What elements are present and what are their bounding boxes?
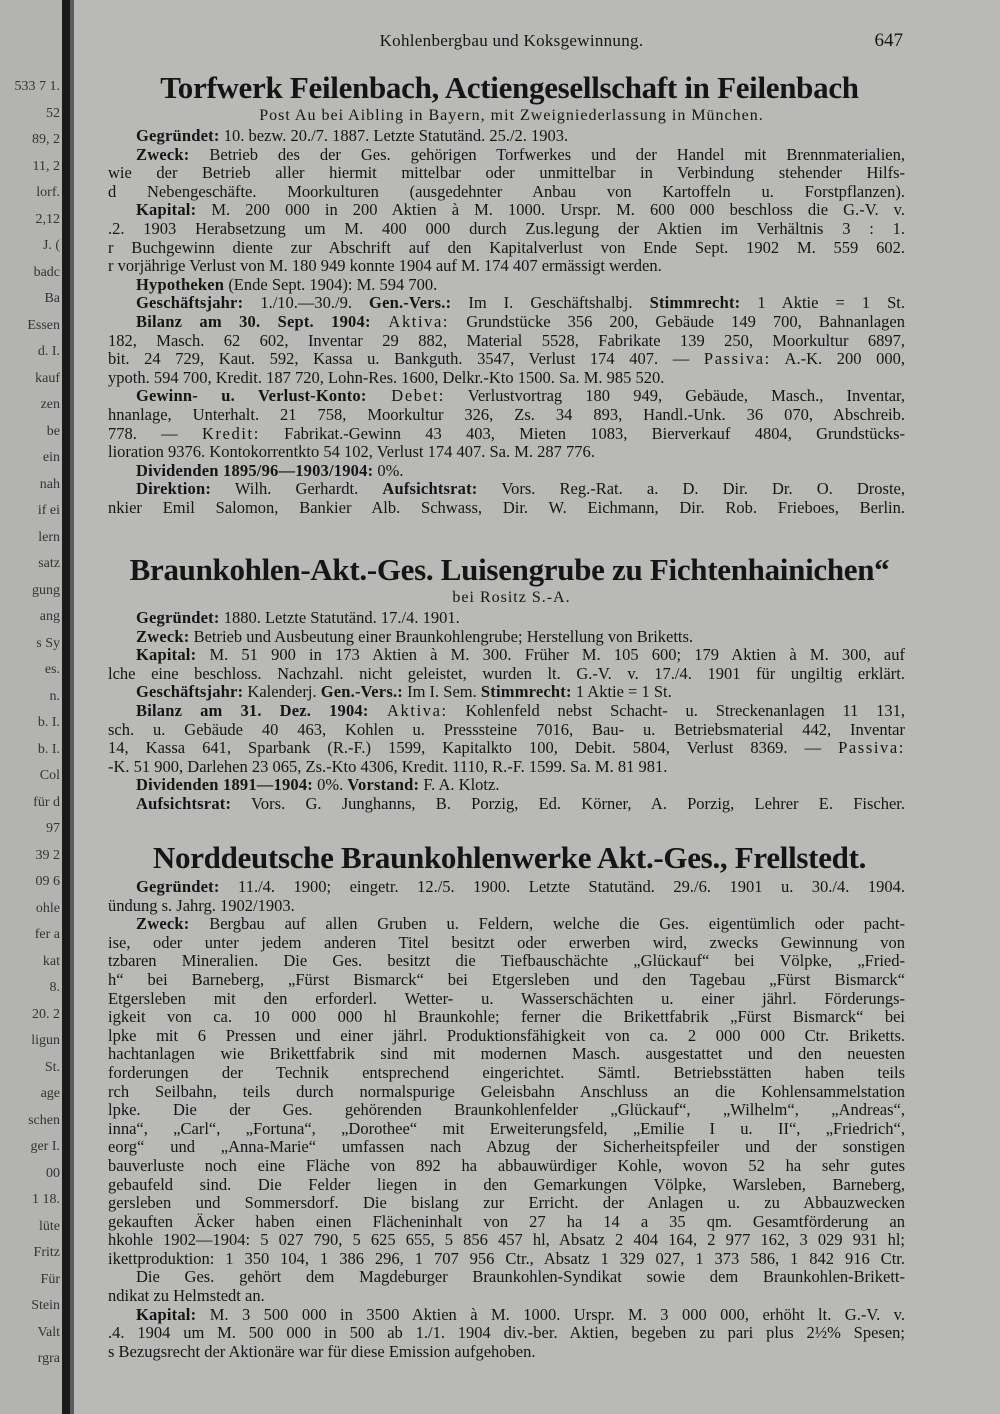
adjacent-page-fragment: ein [42,450,60,465]
line-text: -K. 51 900, Darlehen 23 065, Zs.-Kto 4306, Kredit. 1110, R.-F. 1599. Sa. M. 81 981. [108,757,668,776]
line-text: gersleben und Sommersdorf. Die bislang zur Erricht. der Anlagen u. zu Abbauzwecken [108,1194,905,1213]
line-text: Kalenderj. [243,683,321,702]
line-text: Betrieb und Ausbeutung einer Braunkohlengrube; Herstellung von Briketts. [189,627,694,646]
adjacent-page-fragment: ohle [35,900,60,916]
line-text: 10. bezw. 20./7. 1887. Letzte Statutänd. 25./2. 1903. [219,127,569,145]
text-line [108,480,905,499]
line-text: Wilh. Gerhardt. [211,480,383,499]
adjacent-page-fragment: Ba [44,291,60,306]
adjacent-page-fragment: 00 [46,1165,60,1181]
text-line [108,1027,905,1046]
line-text: eorg“ und „Anna-Marie“ umfassen nach Abzug der Sicherheitspfeiler und der sonstigen [108,1138,905,1157]
line-text: gekauften Äcker haben einen Flächeninhalt von 27 ha 14 a 35 qm. Gesamtförderung an [108,1212,905,1231]
line-text: ypoth. 594 700, Kredit. 187 720, Lohn-Res. 1600, Delkr.-Kto 1500. Sa. M. 985 520. [108,368,665,387]
spaced-label: Aktiva: [368,701,448,720]
line-text: Die Ges. gehört dem Magdeburger Braunkohlen-Syndikat sowie dem Braunkohlen-Brikett- [136,1268,905,1287]
text-line [108,1008,905,1027]
text-line [108,1064,905,1083]
adjacent-page-fragment: badc [33,264,60,280]
line-text: 11./4. 1900; eingetr. 12./5. 1900. Letzte Statutänd. 29./6. 1901 u. 30./4. 1904. [219,878,905,896]
adjacent-page-fragment: 39 2 [35,847,60,863]
line-text: sch. u. Gebäude 40 463, Kohlen u. Presssteine 7016, Bau- u. Betriebsmaterial 442, Inventar [108,720,905,739]
text-line [108,201,905,220]
text-line [108,127,905,146]
line-text: ikettproduktion: 1 350 104, 1 386 296, 1 707 956 Ctr., Absatz 1 329 027, 1 373 586, 1 842 916 Ctr. [108,1249,905,1268]
adjacent-page-fragment: 1 18. [32,1192,60,1207]
text-line [108,443,905,462]
field-label: Aufsichtsrat: [382,480,478,499]
spaced-label: Passiva: [838,739,905,758]
adjacent-page-fragment: St. [44,1059,60,1075]
line-text: 182, Masch. 62 602, Inventar 29 882, Material 5528, Fabrikate 139 250, Moorkultur 6897, [108,331,905,350]
field-label: Bilanz am 31. Dez. 1904: [136,701,369,720]
adjacent-page-fragment: 97 [46,821,60,836]
text-line [108,462,905,481]
spaced-label: Kredit: [201,424,260,443]
spaced-label: Passiva: [703,350,771,369]
adjacent-page-fragment: rgra [37,1351,60,1366]
adjacent-page-fragment: ger I. [30,1139,60,1154]
text-line [108,971,905,990]
text-line [108,146,905,165]
field-label: Gegründet: [136,609,220,627]
field-label: Zweck: [136,915,190,934]
line-text: s Bezugsrecht der Aktionäre war für diese Emission aufgehoben. [108,1342,536,1361]
text-line [108,350,905,369]
line-text: 1880. Letzte Statutänd. 17./4. 1901. [219,609,460,627]
adjacent-page-fragment: J. ( [42,238,60,253]
line-text: 1 Aktie = 1 St. [571,683,672,702]
adjacent-page-fragment: 09 6 [35,874,60,889]
line-text: lpke mit 6 Pressen und einer jährl. Produktionsfähigkeit von ca. 2 000 000 Ctr. Briketts. [108,1026,905,1045]
text-line [108,220,905,239]
field-label: Kapital: [136,1305,197,1324]
line-text: (Ende Sept. 1904): M. 594 700. [224,275,438,294]
section-subtitle-luisengrube: bei Rositz S.-A. [452,589,571,606]
section-body-torfwerk [108,127,905,517]
line-text: gebaufeld sind. Die Felder liegen in den Gemarkungen Völpke, Warsleben, Barneberg, [108,1175,905,1194]
line-text: Etgersleben mit den erforderl. Wetter- u. Wasserschächten u. einer jährl. Förderungs- [108,989,905,1008]
field-label: Direktion: [136,480,212,499]
line-text: inna“, „Carl“, „Fortuna“, „Dorothee“ mit Erweiterungsfeld, „Emilie I u. II“, „Friedrich“, [108,1119,905,1138]
adjacent-page-fragment: für d [33,794,60,810]
text-line [108,646,905,665]
text-line [108,1324,905,1343]
line-text: d Nebengeschäfte. Moorkulturen (ausgedehnter Anbau von Kartoffeln u. Forstpflanzen). [108,182,905,201]
adjacent-page-fragment: 20. 2 [32,1006,60,1022]
line-text: Bergbau auf allen Gruben u. Feldern, welche die Ges. eigentümlich oder pacht- [189,915,905,934]
text-line [108,878,905,897]
adjacent-page-fragment: Col [39,768,60,783]
text-line [108,952,905,971]
section-body-luisengrube [108,609,905,814]
adjacent-page-fragment: 52 [46,105,60,121]
line-text: 778. — [108,424,202,443]
adjacent-page-fragment: 533 7 1. [14,79,60,94]
field-label: Zweck: [136,627,190,646]
text-line [108,1287,905,1306]
text-line [108,499,905,518]
adjacent-page-fragment: fer a [34,927,60,942]
text-line [108,1343,905,1362]
adjacent-page-fragment: age [40,1086,60,1101]
field-label: Gegründet: [136,878,220,896]
adjacent-page-fragment: b. I. [37,741,60,757]
adjacent-page-fragment: Valt [37,1324,60,1340]
spaced-label: Aktiva: [370,312,450,331]
line-text: F. A. Klotz. [419,776,500,795]
text-line [108,1194,905,1213]
adjacent-page-fragment: es. [44,662,60,677]
text-line [108,1231,905,1250]
line-text: .4. 1904 um M. 500 000 in 500 ab 1./1. 1904 div.-ber. Aktien, begeben zu pari plus 2½% Spesen; [108,1324,905,1343]
field-label: Gen.-Vers.: [320,683,403,702]
text-line [108,1213,905,1232]
text-line [108,276,905,295]
field-label: Bilanz am 30. Sept. 1904: [136,312,371,331]
adjacent-page-fragment: Stein [31,1298,60,1313]
text-line [108,1268,905,1287]
adjacent-page-fragment: Für [40,1271,60,1287]
line-text: Fabrikat.-Gewinn 43 403, Mieten 1083, Bierverkauf 4804, Grundstücks- [259,424,905,443]
adjacent-page-fragment: lern [38,529,60,545]
line-text: lche eine beschloss. Nachzahl. nicht geleistet, wurden lt. G.-V. v. 17./4. 1901 für ungiltig erklärt. [108,664,905,683]
adjacent-page-fragment: Fritz [33,1245,60,1260]
line-text: Vors. Reg.-Rat. a. D. Dir. Dr. O. Droste, [477,480,905,499]
text-line [108,1306,905,1325]
adjacent-page-fragment: be [46,423,60,439]
line-text: hkohle 1902—1904: 5 027 790, 5 625 655, 5 856 457 hl, Absatz 2 404 164, 2 977 162, 3 029 931 hl; [108,1231,905,1250]
text-line [108,739,905,758]
line-text: M. 3 500 000 in 3500 Aktien à M. 1000. Urspr. M. 3 000 000, erhöht lt. G.-V. v. [196,1305,905,1324]
field-label: Zweck: [136,145,190,164]
adjacent-page-fragment: 2,12 [35,211,60,227]
adjacent-page-fragment: 8. [49,980,60,995]
text-line [108,915,905,934]
spaced-label: Debet: [366,387,445,406]
line-text: .2. 1903 Herabsetzung um M. 400 000 durch Zus.legung der Aktien im Verhältnis 3 : 1. [108,219,905,238]
text-line [108,1101,905,1120]
line-text: Im I. Sem. [402,683,481,702]
line-text: Kohlenfeld nebst Schacht- u. Streckenanlagen 11 131, [447,701,905,720]
text-line [108,332,905,351]
line-text: Im I. Geschäftshalbj. [451,294,650,313]
line-text: r Buchgewinn diente zur Abschrift auf den Kapitalverlust von Ende Sept. 1902 M. 559 602. [108,238,905,257]
section-title-luisengrube: Braunkohlen-Akt.-Ges. Luisengrube zu Fichtenhainichen“ [129,552,890,587]
field-label: Dividenden 1891—1904: [136,776,314,795]
line-text: bit. 24 729, Kaut. 592, Kassa u. Bankguth. 3547, Verlust 174 407. — [108,350,704,369]
text-line [108,183,905,202]
line-text: tzbaren Mineralien. Die Ges. besitzt die Tiefbauschächte „Glückauf“ bei Völpke, „Fried- [108,952,905,971]
adjacent-page-fragment: d. I. [37,344,60,359]
line-text: lioration 9376. Kontokorrentkto 54 102, Verlust 174 407. Sa. M. 287 776. [108,443,595,462]
text-line [108,702,905,721]
text-line [108,257,905,276]
text-line [108,776,905,795]
adjacent-page-fragment: n. [49,688,60,704]
adjacent-page-fragment: Essen [27,317,60,333]
text-line [108,164,905,183]
text-line [108,1138,905,1157]
field-label: Dividenden 1895/96—1903/1904: [136,461,374,480]
field-label: Hypotheken [136,275,225,294]
line-text: ise, oder unter jedem anderen Titel besitzt oder erwerben wird, zwecks Gewinnung von [108,933,905,952]
field-label: Kapital: [136,201,197,220]
text-line [108,1045,905,1064]
line-text: Vors. G. Junghanns, B. Porzig, Ed. Körner, A. Porzig, Lehrer E. Fischer. [231,794,905,813]
adjacent-page-fragment: ang [39,609,60,624]
adjacent-page-fragment: satz [38,556,60,571]
line-text: nkier Emil Salomon, Bankier Alb. Schwass, Dir. W. Eichmann, Dir. Rob. Frieboes, Berlin. [108,498,905,517]
line-text: M. 51 900 in 173 Aktien à M. 300. Früher M. 105 600; 179 Aktien à M. 300, auf [196,646,905,665]
adjacent-page-fragment: if ei [37,503,60,518]
field-label: Gegründet: [136,127,220,145]
line-text: M. 200 000 in 200 Aktien à M. 1000. Urspr. M. 600 000 beschloss die G.-V. v. [196,201,905,220]
text-line [108,369,905,388]
text-line [108,721,905,740]
field-label: Vorstand: [347,776,420,795]
line-text: hachtanlagen wie Brikettfabrik sind mit modernen Masch. ausgestattet und den neuesten [108,1045,905,1064]
text-line [108,795,905,814]
text-line [108,1083,905,1102]
field-label: Aufsichtsrat: [136,794,232,813]
line-text: igkeit von ca. 10 000 000 hl Braunkohle; ferner die Brikettfabrik „Fürst Bismarck“ bei [108,1008,905,1027]
adjacent-page-fragment: 89, 2 [32,132,60,147]
text-line [108,1250,905,1269]
binding-gutter [62,0,70,1414]
line-text: rch Seilbahn, teils durch normalspurige Geleisbahn Anschluss an die Kohlensammelstation [108,1082,905,1101]
line-text: Betrieb des der Ges. gehörigen Torfwerkes und der Handel mit Brennmaterialien, [189,145,905,164]
section-title-torfwerk: Torfwerk Feilenbach, Actiengesellschaft in Feilenbach [160,70,859,105]
text-line [108,628,905,647]
adjacent-page-fragment: schen [28,1112,60,1128]
field-label: Geschäftsjahr: [136,683,244,702]
line-text: h“ bei Barneberg, „Fürst Bismarck“ bei Etgersleben und den Tagebau „Fürst Bismarck“ [108,970,905,989]
text-line [108,387,905,406]
text-line [108,313,905,332]
running-title: Kohlenbergbau und Koksgewinnung. [379,31,644,50]
binding-shadow [70,0,74,1414]
section-title-norddeutsche: Norddeutsche Braunkohlenwerke Akt.-Ges., Frellstedt. [152,840,867,875]
adjacent-page-fragment: s Sy [36,635,60,651]
field-label: Gen.-Vers.: [369,294,452,313]
text-line [108,1157,905,1176]
running-header [118,30,905,52]
field-label: Geschäftsjahr: [136,294,244,313]
line-text: 1./10.—30./9. [243,294,370,313]
line-text: lpke. Die der Ges. gehörenden Braunkohlenfelder „Glückauf“, „Wilhelm“, „Andreas“, [108,1101,905,1120]
line-text: Verlustvortrag 180 949, Gebäude, Masch., Inventar, [444,387,905,406]
line-text: A.-K. 200 000, [770,350,905,369]
adjacent-page-fragment: lüte [39,1218,60,1234]
text-line [108,665,905,684]
field-label: Stimmrecht: [649,294,741,313]
adjacent-page-fragment: b. I. [37,715,60,730]
line-text: 0%. [373,461,404,480]
adjacent-page-fragment: kat [42,953,60,969]
text-line [108,294,905,313]
adjacent-page-fragment: kauf [35,370,60,386]
field-label: Stimmrecht: [480,683,572,702]
line-text: 0%. [313,776,348,795]
text-line [108,897,905,916]
text-line [108,758,905,777]
line-text: Grundstücke 356 200, Gebäude 149 700, Bahnanlagen [449,312,905,331]
line-text: hnanlage, Unterhalt. 21 758, Moorkultur 326, Zs. 34 893, Handl.-Unk. 36 070, Abschreib. [108,405,905,424]
line-text: forderungen der Technik entsprechend eingerichtet. Sämtl. Betriebsstätten haben teils [108,1063,905,1082]
text-line [108,1176,905,1195]
line-text: r vorjährige Verlust von M. 180 949 konnte 1904 auf M. 174 407 ermässigt werden. [108,257,662,276]
text-line [108,406,905,425]
adjacent-page-fragment: lorf. [36,185,60,200]
adjacent-page-fragment: gung [32,582,60,598]
line-text: bauverluste noch eine Fläche von 892 ha abbauwürdiger Kohle, wovon 52 ha sehr gutes [108,1156,905,1175]
adjacent-page-fragment: 11, 2 [32,158,60,174]
text-line [108,990,905,1009]
adjacent-page-fragment: ligun [31,1033,60,1048]
line-text: 1 Aktie = 1 St. [740,294,905,313]
line-text: 14, Kassa 641, Sparbank (R.-F.) 1599, Kapitalkto 100, Debit. 5804, Verlust 8369. — [108,739,839,758]
text-line [108,934,905,953]
line-text: wie der Betrieb aller hiermit mittelbar oder unmittelbar in Verbindung stehender Hilfs- [108,164,905,183]
text-line [108,425,905,444]
line-text: ündung s. Jahrg. 1902/1903. [108,896,295,915]
field-label: Kapital: [136,646,197,665]
text-line [108,1120,905,1139]
page-number: 647 [874,30,903,51]
adjacent-page-fragment: nah [39,476,60,492]
text-line [108,609,905,628]
section-subtitle-torfwerk: Post Au bei Aibling in Bayern, mit Zweigniederlassung in München. [259,107,764,124]
section-body-norddeutsche [108,878,905,1361]
field-label: Gewinn- u. Verlust-Konto: [136,387,367,406]
text-line [108,683,905,702]
adjacent-page-fragment: zen [40,397,60,412]
text-line [108,239,905,258]
line-text: ndikat zu Helmstedt an. [108,1287,265,1306]
